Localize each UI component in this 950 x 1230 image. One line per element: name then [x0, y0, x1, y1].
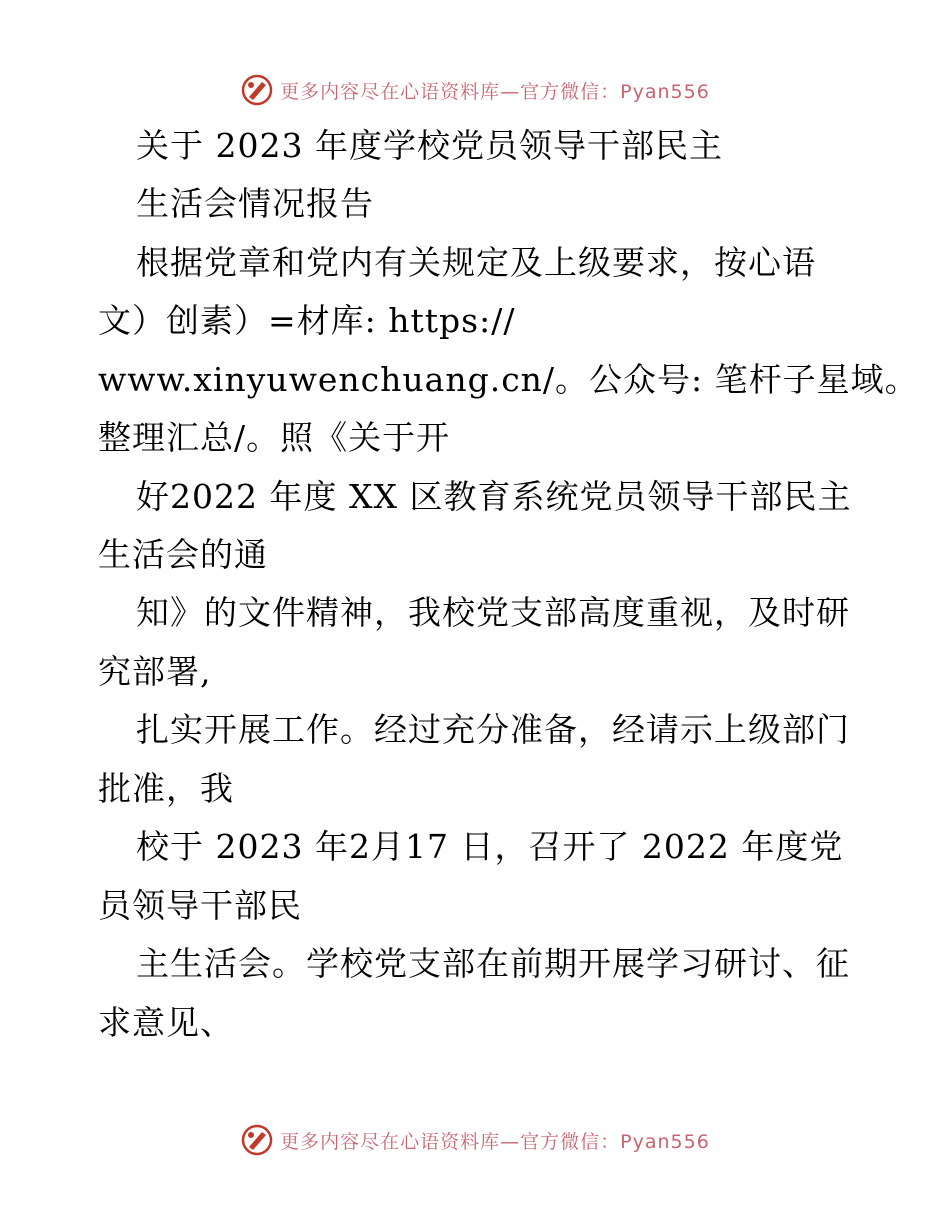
doc-line: 知》的文件精神，我校党支部高度重视，及时研 — [136, 593, 850, 632]
doc-line: 主生活会。学校党支部在前期开展学习研讨、征 — [136, 944, 850, 983]
doc-line: 批准，我 — [98, 769, 234, 808]
doc-line: 扎实开展工作。经过充分准备，经请示上级部门 — [136, 710, 850, 749]
doc-line: 好2022 年度 XX 区教育系统党员领导干部民主 — [136, 477, 852, 516]
doc-line: www.xinyuwenchuang.cn/。公众号: 笔杆子星域。 — [98, 360, 919, 399]
logo-icon — [240, 1123, 274, 1157]
doc-line: 求意见、 — [98, 1003, 234, 1042]
doc-line: 究部署, — [98, 652, 212, 691]
footer-banner — [0, 1120, 950, 1160]
doc-title-line-1: 关于 2023 年度学校党员领导干部民主 — [136, 126, 723, 165]
doc-line: 生活会的通 — [98, 535, 268, 574]
header-banner — [0, 70, 950, 110]
logo-icon — [240, 73, 274, 107]
header-banner-text: 更多内容尽在心语资料库—官方微信：Pyan556 — [280, 80, 710, 103]
doc-line: 根据党章和党内有关规定及上级要求，按心语 — [136, 243, 816, 282]
doc-line: 员领导干部民 — [98, 886, 302, 925]
doc-title-line-2: 生活会情况报告 — [136, 184, 374, 223]
footer-banner-text: 更多内容尽在心语资料库—官方微信：Pyan556 — [280, 1130, 710, 1153]
doc-line: 文）创素）=材库: https:// — [98, 301, 516, 340]
doc-line: 校于 2023 年2月17 日，召开了 2022 年度党 — [136, 827, 844, 866]
doc-line: 整理汇总/。照《关于开 — [98, 418, 451, 457]
